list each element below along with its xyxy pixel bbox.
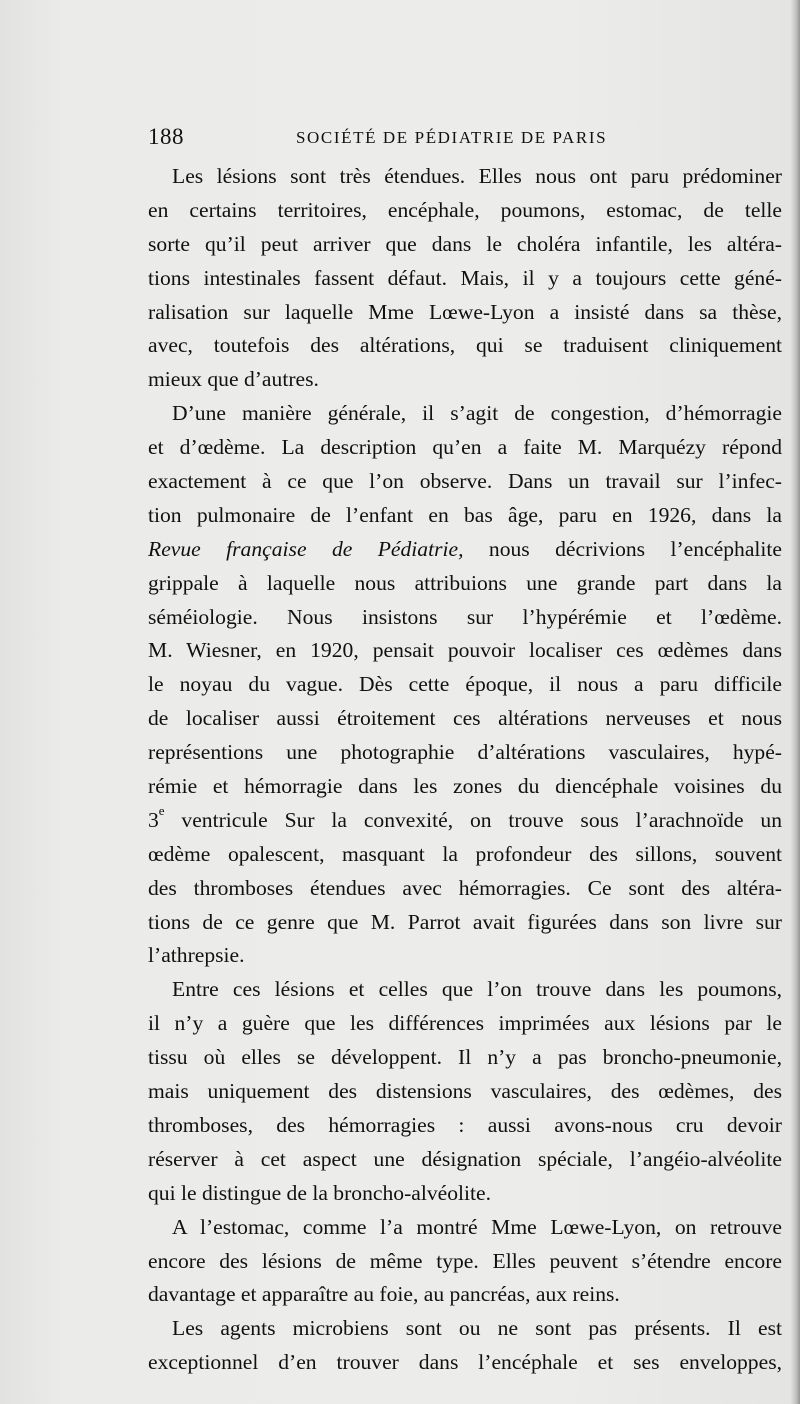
text-line: avec, toutefois des altérations, qui se traduisent cliniquement — [148, 333, 782, 358]
text-line: œdème opalescent, masquant la profondeur des sillons, souvent — [148, 841, 782, 866]
text-line: de localiser aussi étroitement ces altérations nerveuses et nous — [148, 706, 782, 731]
text-line: encore des lésions de même type. Elles peuvent s’étendre encore — [148, 1248, 782, 1273]
text-line: tions intestinales fassent défaut. Mais, il y a toujours cette géné- — [148, 265, 782, 290]
text-line: en certains territoires, encéphale, poumons, estomac, de telle — [148, 197, 782, 222]
text-line: mieux que d’autres. — [148, 367, 319, 392]
text-line: il n’y a guère que les différences imprimées aux lésions par le — [148, 1011, 782, 1036]
text-line: exactement à ce que l’on observe. Dans un travail sur l’infec- — [148, 469, 782, 494]
page-header — [148, 124, 628, 154]
text-line: Les lésions sont très étendues. Elles nous ont paru prédominer — [172, 164, 782, 188]
text-line: thromboses, des hémorragies : aussi avons-nous cru devoir — [148, 1112, 782, 1137]
text-line: M. Wiesner, en 1920, pensait pouvoir localiser ces œdèmes dans — [148, 638, 782, 663]
text-line: qui le distingue de la broncho-alvéolite. — [148, 1180, 492, 1205]
running-head: SOCIÉTÉ DE PÉDIATRIE DE PARIS — [296, 128, 608, 147]
text-line: représentions une photographie d’altérations vasculaires, hypé- — [148, 740, 782, 765]
text-line — [148, 804, 782, 838]
text-line: des thromboses étendues avec hémorragies. Ce sont des altéra- — [148, 875, 782, 900]
text-line: rémie et hémorragie dans les zones du diencéphale voisines du — [148, 774, 782, 799]
text-fragment: nous décrivions l’encéphalite — [463, 536, 782, 561]
text-line — [148, 533, 782, 567]
text-line: tion pulmonaire de l’enfant en bas âge, paru en 1926, dans la — [148, 502, 782, 527]
text-line: mais uniquement des distensions vasculaires, des œdèmes, des — [148, 1079, 782, 1104]
text-line: ralisation sur laquelle Mme Lœwe-Lyon a insisté dans sa thèse, — [148, 299, 782, 324]
text-line: le noyau du vague. Dès cette époque, il nous a paru difficile — [148, 672, 782, 697]
text-line: sorte qu’il peut arriver que dans le choléra infantile, les altéra- — [148, 231, 782, 256]
text-line: D’une manière générale, il s’agit de congestion, d’hémorragie — [172, 401, 782, 426]
ordinal-suffix: e — [158, 802, 165, 818]
text-line: séméiologie. Nous insistons sur l’hypérémie et l’œdème. — [148, 604, 782, 629]
text-fragment: ventricule Sur la convexité, on trouve sous l’arachnoïde un — [164, 807, 782, 832]
text-line: A l’estomac, comme l’a montré Mme Lœwe-Lyon, on retrouve — [172, 1214, 782, 1239]
text-line: davantage et apparaître au foie, au pancréas, aux reins. — [148, 1282, 620, 1307]
text-line: réserver à cet aspect une désignation spéciale, l’angéio-alvéolite — [148, 1146, 782, 1171]
text-line: et d’œdème. La description qu’en a faite M. Marquézy répond — [148, 435, 782, 460]
text-line: tissu où elles se développent. Il n’y a pas broncho-pneumonie, — [148, 1045, 782, 1070]
page-edge-shadow — [790, 0, 800, 1404]
text-line: Entre ces lésions et celles que l’on trouve dans les poumons, — [172, 977, 782, 1002]
text-line: exceptionnel d’en trouver dans l’encéphale et ses enveloppes, — [148, 1350, 782, 1375]
text-line: tions de ce genre que M. Parrot avait figurées dans son livre sur — [148, 909, 782, 934]
page-number: 188 — [148, 124, 184, 149]
journal-title: Revue française de Pédiatrie, — [148, 536, 464, 561]
text-line: Les agents microbiens sont ou ne sont pas présents. Il est — [172, 1316, 782, 1341]
text-line: grippale à laquelle nous attribuions une grande part dans la — [148, 570, 782, 595]
body-text — [148, 160, 782, 1380]
text-line: l’athrepsie. — [148, 943, 245, 968]
ordinal-number: 3 — [148, 807, 159, 832]
